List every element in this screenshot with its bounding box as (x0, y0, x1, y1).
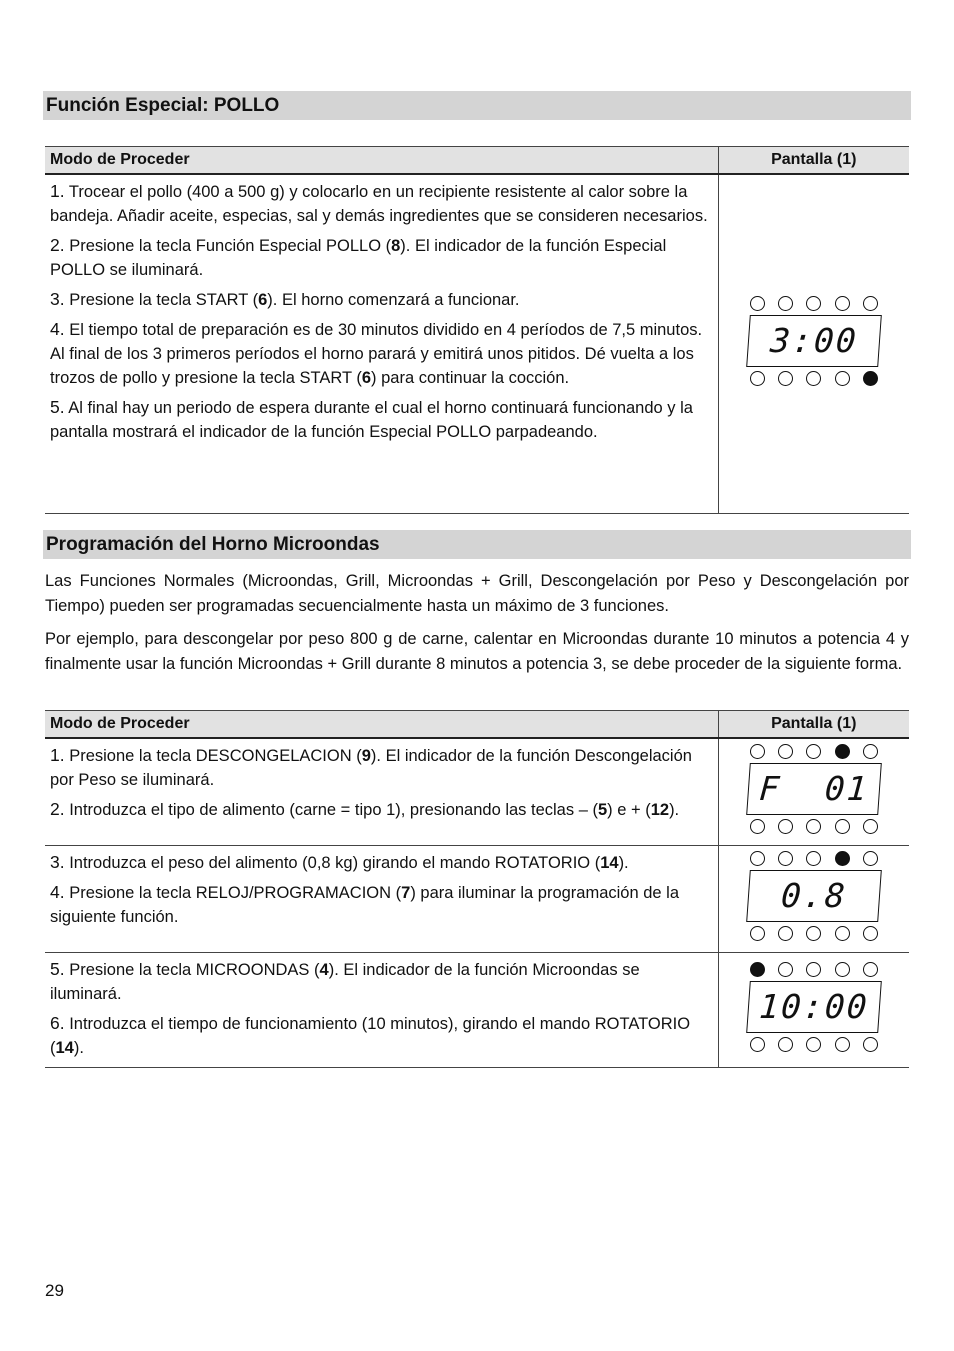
step-text: ). El indicador de la función Descongelación por Peso se iluminará. (50, 747, 692, 789)
step-number: 1. (50, 181, 65, 201)
indicator-off-icon (806, 819, 821, 834)
indicator-on-icon (863, 371, 878, 386)
bottom-indicator-row (748, 1037, 880, 1052)
oven-display (748, 744, 880, 834)
step-text: ) para continuar la cocción. (371, 369, 570, 387)
table-row (45, 738, 909, 846)
step-item (50, 317, 713, 390)
step-text: ). El indicador de la función Especial POLLO se iluminará. (50, 237, 667, 279)
indicator-off-icon (835, 371, 850, 386)
table-row (45, 953, 909, 1068)
column-header-procedure: Modo de Proceder (45, 711, 718, 739)
column-header-display: Pantalla (1) (718, 711, 909, 739)
indicator-off-icon (863, 819, 878, 834)
step-item (50, 179, 713, 228)
step-number: 1. (50, 745, 65, 765)
programming-procedure-table (45, 710, 909, 1068)
indicator-off-icon (806, 962, 821, 977)
step-text: Introduzca el peso del alimento (0,8 kg) girando el mando ROTATORIO ( (64, 854, 601, 872)
step-text: Presione la tecla DESCONGELACION ( (64, 747, 362, 765)
display-cell (718, 846, 909, 953)
display-screen: F 01 (746, 763, 882, 815)
indicator-off-icon (806, 371, 821, 386)
step-text: ). El horno comenzará a funcionar. (267, 291, 520, 309)
step-item (50, 1011, 713, 1060)
display-screen: 0.8 (746, 870, 882, 922)
example-paragraph: Por ejemplo, para descongelar por peso 800 g de carne, calentar en Microondas durante 10 minutos a potencia 4 y finalmente usar la función Microondas + Grill durante 8 minutos a potencia 3, se debe proceder de la siguiente forma. (45, 630, 909, 673)
key-number: 5 (597, 801, 608, 819)
steps-cell (45, 846, 718, 953)
indicator-off-icon (750, 926, 765, 941)
indicator-off-icon (750, 1037, 765, 1052)
table-row (45, 174, 909, 514)
top-indicator-row (748, 296, 880, 311)
step-number: 6. (50, 1013, 65, 1033)
indicator-off-icon (750, 296, 765, 311)
step-text: ) e + ( (607, 801, 651, 819)
oven-display (748, 962, 880, 1052)
key-number: 8 (391, 237, 401, 255)
key-number: 14 (55, 1039, 74, 1057)
step-text: ). (73, 1039, 84, 1057)
indicator-off-icon (835, 296, 850, 311)
step-text: Presione la tecla START ( (64, 291, 259, 309)
step-item (50, 743, 713, 792)
oven-display (748, 851, 880, 941)
indicator-off-icon (835, 819, 850, 834)
intro-paragraph: Las Funciones Normales (Microondas, Grill, Microondas + Grill, Descongelación por Peso y Descongelación por Tiempo) pueden ser programadas secuencialmente hasta un máximo de 3 funciones. (45, 572, 909, 615)
indicator-off-icon (778, 851, 793, 866)
section-title-programacion: Programación del Horno Microondas (43, 530, 911, 559)
key-number: 7 (401, 884, 411, 902)
step-text: Presione la tecla MICROONDAS ( (64, 961, 320, 979)
indicator-off-icon (863, 962, 878, 977)
indicator-off-icon (778, 296, 793, 311)
step-item (50, 797, 713, 822)
column-header-display: Pantalla (1) (718, 147, 909, 175)
step-number: 2. (50, 235, 65, 255)
column-header-procedure: Modo de Proceder (45, 147, 718, 175)
indicator-off-icon (863, 926, 878, 941)
indicator-off-icon (750, 371, 765, 386)
key-number: 12 (650, 801, 670, 819)
step-number: 3. (50, 289, 65, 309)
top-indicator-row (748, 744, 880, 759)
step-text: Al final hay un periodo de espera durante el cual el horno continuará funcionando y la pantalla mostrará el indicador de la función Especial POLLO parpadeando. (50, 399, 693, 441)
step-text: ). (618, 854, 629, 872)
pollo-procedure-table (45, 146, 909, 514)
indicator-off-icon (835, 926, 850, 941)
table-row (45, 846, 909, 953)
indicator-off-icon (863, 851, 878, 866)
step-text: Presione la tecla RELOJ/PROGRAMACION ( (64, 884, 402, 902)
step-number: 5. (50, 397, 65, 417)
steps-cell (45, 174, 718, 514)
bottom-indicator-row (748, 819, 880, 834)
key-number: 6 (361, 369, 372, 387)
indicator-off-icon (778, 962, 793, 977)
display-screen: 3:00 (746, 315, 882, 367)
section-title-pollo: Función Especial: POLLO (43, 91, 911, 120)
step-text: Introduzca el tiempo de funcionamiento (10 minutos), girando el mando ROTATORIO ( (50, 1015, 691, 1057)
indicator-off-icon (806, 851, 821, 866)
step-text: Presione la tecla Función Especial POLLO ( (64, 237, 392, 255)
indicator-off-icon (835, 1037, 850, 1052)
indicator-off-icon (806, 1037, 821, 1052)
bottom-indicator-row (748, 371, 880, 386)
indicator-off-icon (778, 1037, 793, 1052)
top-indicator-row (748, 962, 880, 977)
indicator-off-icon (863, 744, 878, 759)
top-indicator-row (748, 851, 880, 866)
step-number: 2. (50, 799, 65, 819)
step-number: 4. (50, 882, 65, 902)
page-number: 29 (45, 1281, 64, 1300)
display-cell (718, 953, 909, 1068)
step-item (50, 233, 713, 282)
step-item (50, 395, 713, 444)
indicator-off-icon (806, 926, 821, 941)
steps-cell (45, 953, 718, 1068)
display-screen: 10:00 (746, 981, 882, 1033)
step-number: 5. (50, 959, 65, 979)
indicator-on-icon (835, 851, 850, 866)
steps-cell (45, 738, 718, 846)
indicator-off-icon (750, 819, 765, 834)
step-text: ). (669, 801, 680, 819)
indicator-off-icon (750, 744, 765, 759)
step-number: 3. (50, 852, 65, 872)
step-text: ) para iluminar la programación de la siguiente función. (50, 884, 680, 926)
indicator-off-icon (806, 744, 821, 759)
step-item (50, 880, 713, 929)
indicator-off-icon (778, 926, 793, 941)
step-number: 4. (50, 319, 65, 339)
key-number: 14 (600, 854, 619, 872)
oven-display (748, 296, 880, 386)
bottom-indicator-row (748, 926, 880, 941)
key-number: 9 (361, 747, 371, 765)
display-cell (718, 174, 909, 514)
step-item (50, 957, 713, 1006)
indicator-off-icon (778, 371, 793, 386)
step-text: ). El indicador de la función Microondas se iluminará. (50, 961, 640, 1003)
key-number: 6 (258, 291, 268, 309)
indicator-off-icon (863, 296, 878, 311)
step-text: Trocear el pollo (400 a 500 g) y colocarlo en un recipiente resistente al calor sobre la bandeja. Añadir aceite, especias, sal y demás ingredientes que se consideren necesarios. (50, 183, 708, 225)
indicator-off-icon (778, 819, 793, 834)
indicator-off-icon (835, 962, 850, 977)
indicator-on-icon (835, 744, 850, 759)
indicator-off-icon (863, 1037, 878, 1052)
indicator-off-icon (750, 851, 765, 866)
key-number: 4 (319, 961, 329, 979)
indicator-off-icon (806, 296, 821, 311)
step-text: El tiempo total de preparación es de 30 minutos dividido en 4 períodos de 7,5 minutos. Al final de los 3 primeros períodos el horno parará y emitirá unos pitidos. Dé vuelta a los trozos de pollo y presione la tecla START ( (50, 321, 703, 387)
indicator-off-icon (778, 744, 793, 759)
step-text: Introduzca el tipo de alimento (carne = tipo 1), presionando las teclas – ( (64, 801, 598, 819)
display-cell (718, 738, 909, 846)
indicator-on-icon (750, 962, 765, 977)
step-item (50, 287, 713, 312)
step-item (50, 850, 713, 875)
